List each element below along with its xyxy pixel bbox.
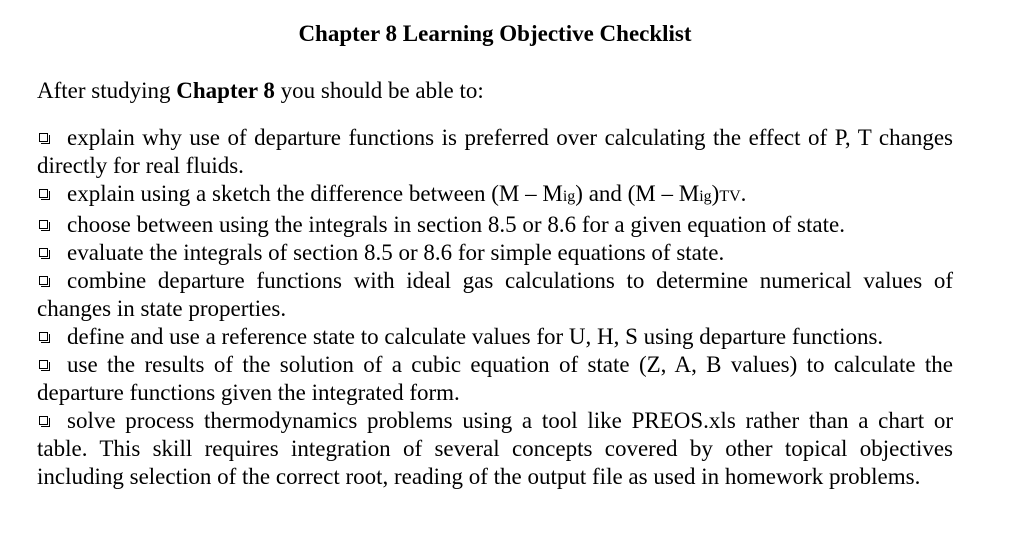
checkbox-icon[interactable] [39,416,48,425]
checklist-item [37,351,953,407]
checklist-item [37,211,953,239]
checkbox-icon[interactable] [39,248,48,257]
checklist-item-text-part: ) and (M – M [575,181,700,206]
checklist-item [37,239,953,267]
checklist-item-text-part: ) [711,181,720,206]
checklist-item [37,180,953,211]
checklist-item-text-part: . [740,181,747,206]
page-title: Chapter 8 Learning Objective Checklist [298,21,692,46]
objective-checklist [37,124,953,491]
subscript-ig: ig [699,188,712,205]
intro-sentence [37,77,484,105]
checklist-item [37,124,953,180]
checkbox-icon[interactable] [39,189,48,198]
checkbox-icon[interactable] [39,276,48,285]
checklist-item-text: define and use a reference state to calculate values for U, H, S using departure functions. [67,324,884,349]
intro-chapter-bold: Chapter 8 [176,78,275,103]
checkbox-icon[interactable] [39,332,48,341]
checklist-item-text: solve process thermodynamics problems using a tool like PREOS.xls rather than a chart or table. This skill requires integration of several concepts covered by other topical objectives including selection of the correct root, reading of the output file as used in homework problems. [37,408,953,489]
checklist-item [37,267,953,323]
checklist-item-text-part: explain using a sketch the difference between (M – M [67,181,563,206]
checklist-item-text: evaluate the integrals of section 8.5 or 8.6 for simple equations of state. [67,240,725,265]
intro-text-before: After studying [37,78,177,103]
subscript-ig: ig [562,188,576,205]
checklist-item [37,407,953,491]
checklist-item-text: use the results of the solution of a cubic equation of state (Z, A, B values) to calculate the departure functions given the integrated form. [37,352,953,405]
checklist-item-text: explain why use of departure functions is preferred over calculating the effect of P, T changes directly for real fluids. [37,125,953,178]
checklist-item-text: choose between using the integrals in section 8.5 or 8.6 for a given equation of state. [67,212,845,237]
intro-text-after: you should be able to: [274,78,484,103]
checklist-item-text: combine departure functions with ideal gas calculations to determine numerical values of changes in state properties. [37,268,953,321]
checkbox-icon[interactable] [39,220,48,229]
checklist-item [37,323,953,351]
checkbox-icon[interactable] [39,133,48,142]
subscript-tv: TV [719,188,741,205]
checkbox-icon[interactable] [39,360,48,369]
